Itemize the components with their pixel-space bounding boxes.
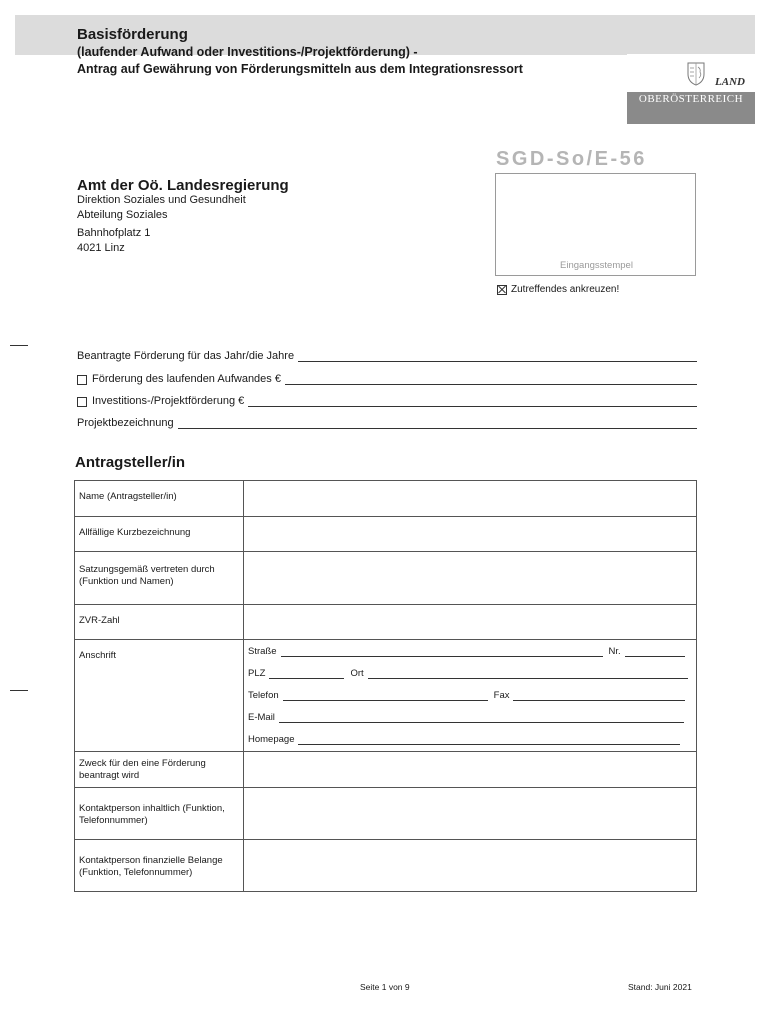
- investment-label: Investitions-/Projektförderung €: [92, 395, 245, 407]
- applicant-section-title: Antragsteller/in: [75, 454, 186, 471]
- year-field: [77, 348, 697, 362]
- email-input[interactable]: [279, 714, 684, 723]
- check-note: [497, 284, 619, 295]
- number-input[interactable]: [625, 648, 685, 657]
- row-label: Kontaktperson inhaltlich (Funktion, Telefonnummer): [75, 788, 244, 840]
- year-input[interactable]: [298, 351, 697, 362]
- address-line: Bahnhofplatz 1: [77, 227, 151, 239]
- homepage-field: [248, 733, 688, 745]
- ongoing-checkbox[interactable]: [77, 375, 87, 385]
- address-cell: [244, 640, 697, 752]
- check-note-text: Zutreffendes ankreuzen!: [511, 284, 620, 295]
- table-row: [75, 640, 697, 752]
- table-row: [75, 840, 697, 892]
- investment-checkbox[interactable]: [77, 397, 87, 407]
- revision-date: Stand: Juni 2021: [628, 982, 692, 992]
- table-row: [75, 605, 697, 640]
- receipt-stamp-box: [495, 173, 696, 276]
- row-label: Allfällige Kurzbezeichnung: [75, 517, 244, 552]
- phone-label: Telefon: [248, 690, 279, 701]
- zip-label: PLZ: [248, 668, 266, 679]
- content-contact-input[interactable]: [244, 788, 697, 840]
- row-label: Satzungsgemäß vertreten durch (Funktion und Namen): [75, 552, 244, 605]
- email-field: [248, 711, 688, 723]
- form-subtitle-line1: (laufender Aufwand oder Investitions-/Projektförderung) -: [77, 45, 418, 59]
- fold-mark: [10, 690, 28, 691]
- fax-input[interactable]: [513, 692, 685, 701]
- address-line: Direktion Soziales und Gesundheit: [77, 194, 246, 206]
- zip-input[interactable]: [269, 670, 344, 679]
- street-field: [248, 645, 688, 657]
- row-label: Anschrift: [75, 640, 244, 752]
- form-code: SGD-So/E-56: [496, 148, 647, 170]
- phone-input[interactable]: [283, 692, 488, 701]
- land-ooe-logo: [627, 54, 755, 124]
- address-line: 4021 Linz: [77, 242, 125, 254]
- city-input[interactable]: [368, 670, 688, 679]
- city-label: Ort: [350, 668, 364, 679]
- table-row: [75, 752, 697, 788]
- table-row: [75, 481, 697, 517]
- year-label: Beantragte Förderung für das Jahr/die Jahre: [77, 350, 295, 362]
- applicant-name-input[interactable]: [244, 481, 697, 517]
- ongoing-field: [77, 371, 697, 385]
- street-input[interactable]: [281, 648, 603, 657]
- homepage-label: Homepage: [248, 734, 295, 745]
- zip-city-field: [248, 667, 688, 679]
- purpose-input[interactable]: [244, 752, 697, 788]
- stamp-label: Eingangsstempel: [560, 260, 633, 271]
- project-label: Projektbezeichnung: [77, 417, 174, 429]
- ongoing-amount-input[interactable]: [285, 374, 697, 385]
- email-label: E-Mail: [248, 712, 275, 723]
- row-label: Zweck für den eine Förderung beantragt wird: [75, 752, 244, 788]
- applicant-table: [74, 480, 697, 892]
- investment-field: [77, 393, 697, 407]
- representative-input[interactable]: [244, 552, 697, 605]
- address-line: Abteilung Soziales: [77, 209, 168, 221]
- project-name-input[interactable]: [178, 418, 697, 429]
- form-subtitle-line2: Antrag auf Gewährung von Förderungsmitteln aus dem Integrationsressort: [77, 62, 523, 76]
- fax-label: Fax: [493, 690, 510, 701]
- logo-name-text: OBERÖSTERREICH: [638, 93, 744, 105]
- row-label: Name (Antragsteller/in): [75, 481, 244, 517]
- homepage-input[interactable]: [298, 736, 680, 745]
- phone-fax-field: [248, 689, 688, 701]
- row-label: Kontaktperson finanzielle Belange (Funktion, Telefonnummer): [75, 840, 244, 892]
- ongoing-label: Förderung des laufenden Aufwandes €: [92, 373, 281, 385]
- street-label: Straße: [248, 646, 277, 657]
- table-row: [75, 517, 697, 552]
- crest-icon: [685, 60, 707, 86]
- table-row: [75, 552, 697, 605]
- short-name-input[interactable]: [244, 517, 697, 552]
- page-number: Seite 1 von 9: [360, 982, 410, 992]
- crossed-checkbox-icon: [497, 285, 507, 295]
- row-label: ZVR-Zahl: [75, 605, 244, 640]
- investment-amount-input[interactable]: [248, 396, 697, 407]
- finance-contact-input[interactable]: [244, 840, 697, 892]
- authority-name: Amt der Oö. Landesregierung: [77, 177, 289, 194]
- fold-mark: [10, 345, 28, 346]
- zvr-number-input[interactable]: [244, 605, 697, 640]
- table-row: [75, 788, 697, 840]
- project-field: [77, 415, 697, 429]
- number-label: Nr.: [608, 646, 621, 657]
- form-title: Basisförderung: [77, 26, 188, 43]
- logo-land-text: LAND: [715, 76, 745, 88]
